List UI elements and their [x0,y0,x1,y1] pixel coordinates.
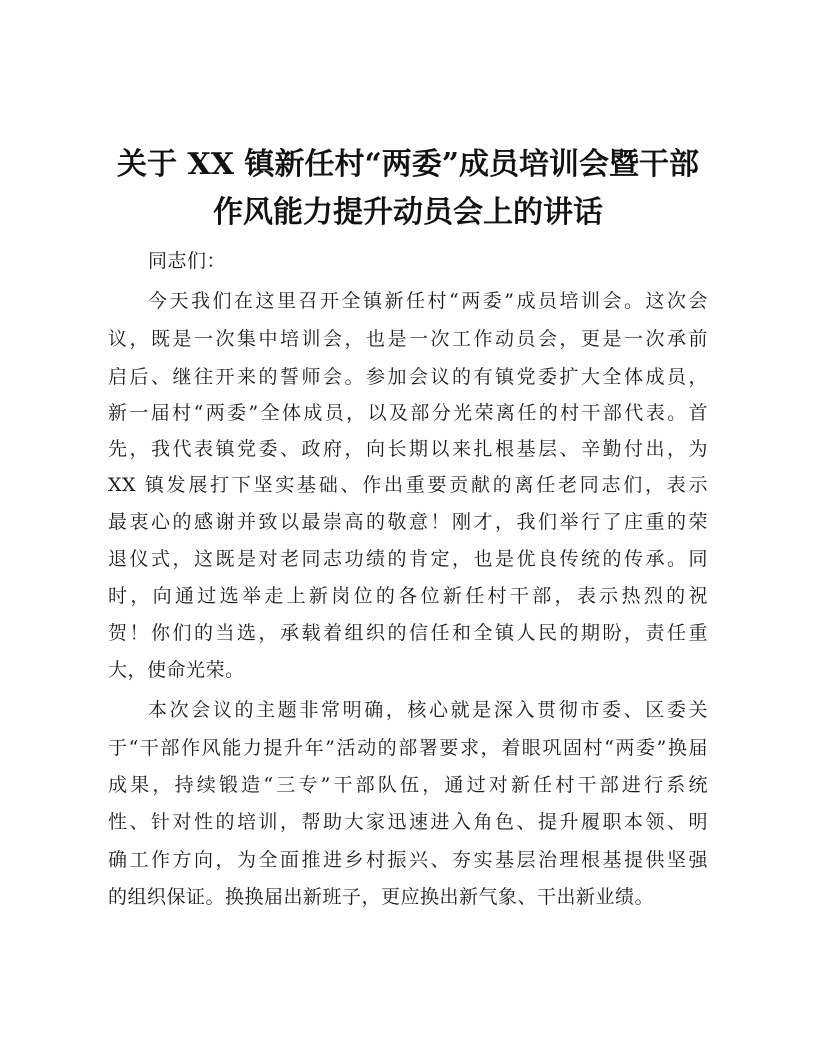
paragraph-1-line: 今天我们在这里召开全镇新任村“两委”成员培训会。这次会 [148,290,708,312]
paragraph-2-line: 性、针对性的培训，帮助大家迅速进入角色、提升履职本领、明 [108,811,708,833]
paragraph-1-line: 议，既是一次集中培训会，也是一次工作动员会，更是一次承前 [108,328,708,350]
salutation: 同志们： [148,250,227,272]
paragraph-1-line: 新一届村“两委”全体成员，以及部分光荣离任的村干部代表。首 [108,402,708,424]
paragraph-2-line: 确工作方向，为全面推进乡村振兴、夯实基层治理根基提供坚强 [108,849,708,871]
document-title-line-2: 作风能力提升动员会上的讲话 [213,195,603,230]
paragraph-1-line: 退仪式，这既是对老同志功绩的肯定，也是优良传统的传承。同 [108,548,708,570]
paragraph-1-line: XX 镇发展打下坚实基础、作出重要贡献的离任老同志们，表示 [108,474,708,496]
paragraph-2-line: 的组织保证。换换届出新班子，更应换出新气象、干出新业绩。 [108,886,655,908]
paragraph-1-line: 时，向通过选举走上新岗位的各位新任村干部，表示热烈的祝 [108,585,708,607]
paragraph-2-line: 于“干部作风能力提升年”活动的部署要求，着眼巩固村“两委”换届 [108,737,708,759]
document-title-line-1: 关于 XX 镇新任村“两委”成员培训会暨干部 [117,147,699,182]
paragraph-1-line: 贺！你们的当选，承载着组织的信任和全镇人民的期盼，责任重 [108,622,708,644]
paragraph-1-line: 大，使命光荣。 [108,659,245,681]
paragraph-2-line: 成果，持续锻造“三专”干部队伍，通过对新任村干部进行系统 [108,774,708,796]
paragraph-2-line: 本次会议的主题非常明确，核心就是深入贯彻市委、区委关 [148,699,708,721]
paragraph-1-line: 启后、继往开来的誓师会。参加会议的有镇党委扩大全体成员， [108,366,708,388]
paragraph-1-line: 最衷心的感谢并致以最崇高的敬意！刚才，我们举行了庄重的荣 [108,511,708,533]
paragraph-1-line: 先，我代表镇党委、政府，向长期以来扎根基层、辛勤付出，为 [108,438,708,460]
